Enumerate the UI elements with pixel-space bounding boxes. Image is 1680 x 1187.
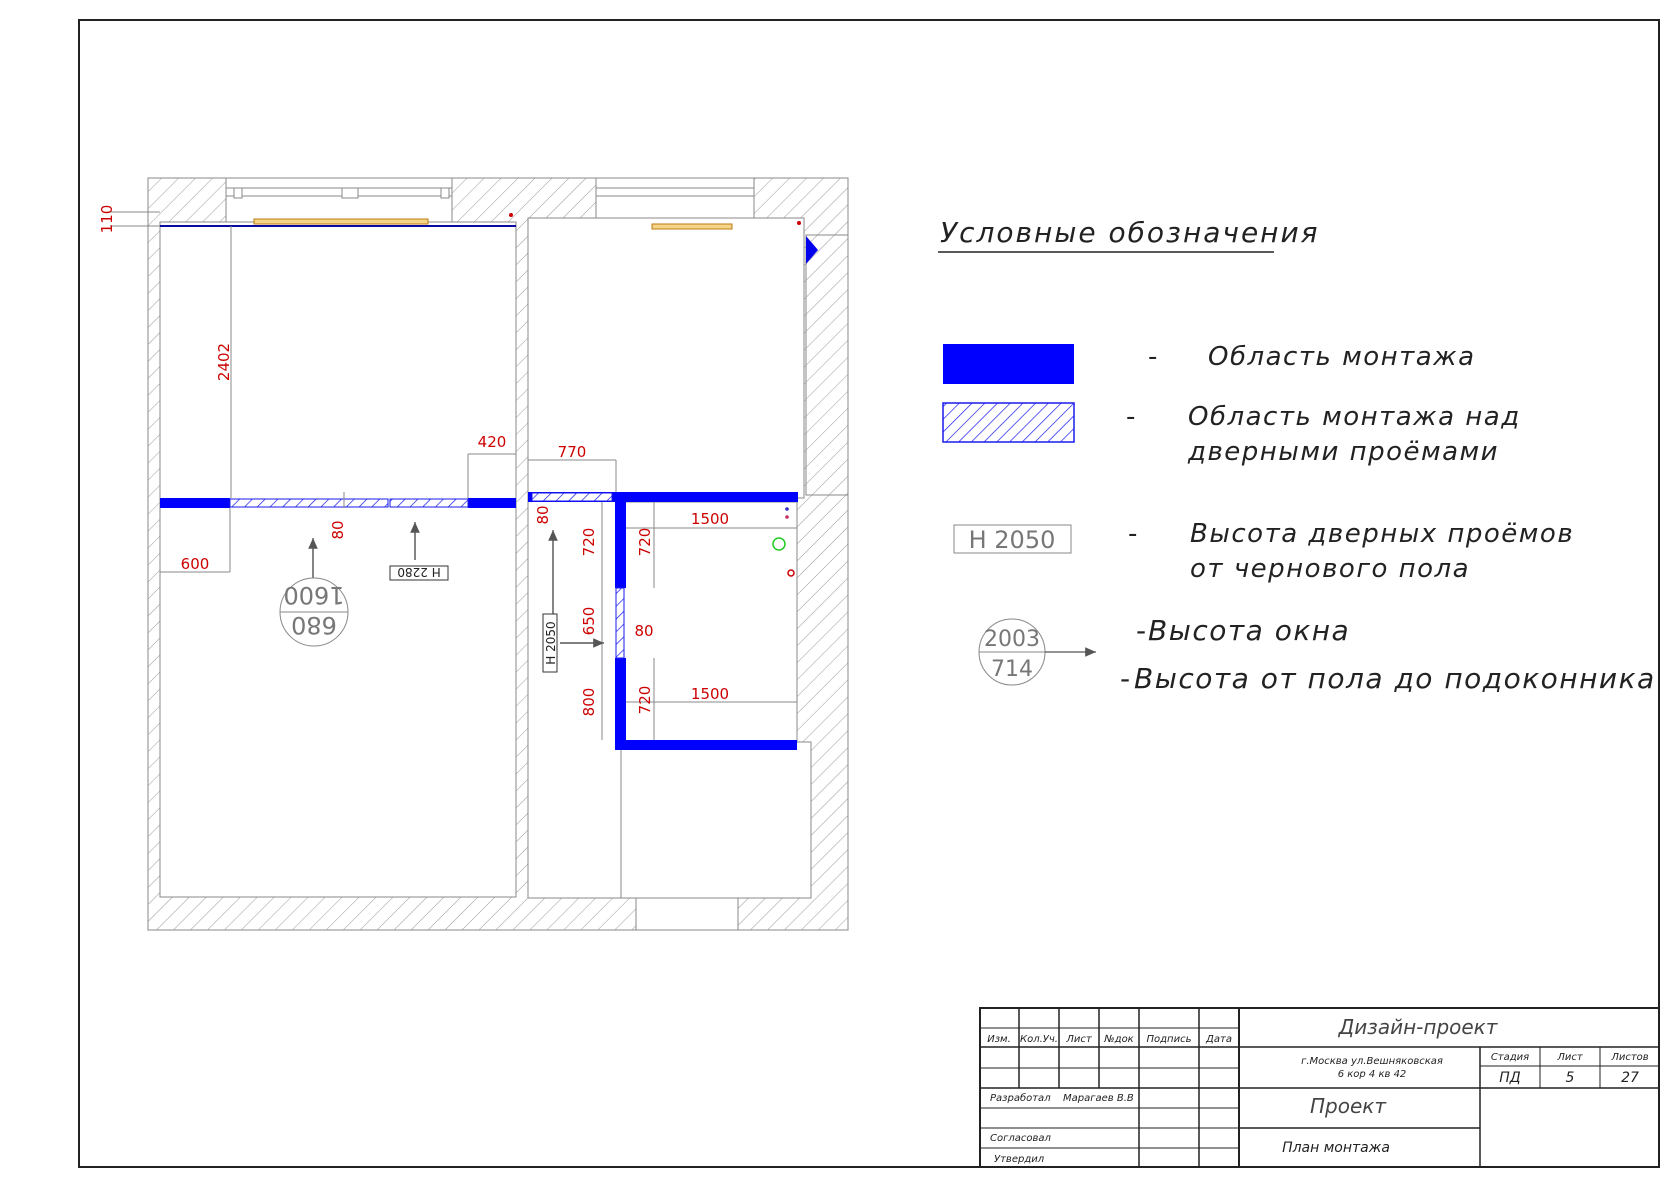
tb-developer-name: Марагаев В.В: [1063, 1093, 1134, 1104]
mount-area-solid: [615, 492, 626, 588]
legend-item-3-line1: Высота дверных проёмов: [1190, 519, 1575, 549]
fixture-dot: [785, 507, 789, 511]
entrance-opening: [636, 898, 738, 930]
tb-sheets-value: 27: [1621, 1070, 1639, 1086]
tb-address-line1: г.Москва ул.Вешняковская: [1301, 1056, 1443, 1067]
tb-confirmed-label: Утвердил: [994, 1154, 1045, 1165]
dim-720-a: 720: [580, 527, 598, 557]
mount-area-door: [230, 499, 388, 507]
legend-dash-5: -: [1120, 662, 1131, 695]
tb-col-kol: Кол.Уч.: [1020, 1034, 1058, 1045]
dim-770: 770: [557, 443, 587, 461]
tb-stage-label: Стадия: [1490, 1052, 1530, 1063]
mount-area-solid: [612, 492, 798, 502]
legend-window-bottom: 714: [991, 657, 1033, 682]
marker-dot: [509, 213, 513, 217]
marker-dot: [797, 221, 801, 225]
tb-col-izm: Изм.: [987, 1034, 1011, 1045]
window-left: [226, 178, 452, 222]
tb-col-data: Дата: [1206, 1034, 1232, 1045]
legend-dash-4: -: [1136, 614, 1147, 647]
door-label-2280: [390, 565, 448, 580]
mount-area-door: [390, 499, 468, 507]
dim-420: 420: [477, 433, 507, 451]
legend-dash-2: -: [1126, 402, 1136, 432]
door-label-2280-text: Н 2280: [397, 565, 441, 579]
legend-solid-swatch: [943, 344, 1074, 384]
legend-item-2-line2: дверными проёмами: [1188, 437, 1500, 467]
legend-door-sample: Н 2050: [968, 526, 1056, 554]
right-wall-opening: [806, 235, 848, 495]
mount-area-solid: [468, 498, 516, 508]
fixture-dot: [785, 515, 789, 519]
legend: [938, 216, 1656, 695]
tb-address-line2: 6 кор 4 кв 42: [1337, 1069, 1407, 1080]
legend-hatch-swatch: [943, 403, 1074, 442]
tb-col-ndoc: №док: [1104, 1034, 1134, 1045]
tb-sheets-label: Листов: [1611, 1052, 1649, 1063]
dim-600: 600: [180, 555, 210, 573]
legend-dash-3: -: [1128, 519, 1138, 549]
dim-720-b: 720: [636, 527, 654, 557]
dim-1500-top: 1500: [690, 510, 730, 528]
room-hall: [621, 742, 811, 898]
tb-plan-label: План монтажа: [1282, 1140, 1390, 1156]
tb-approved-label: Согласовал: [990, 1133, 1051, 1144]
tb-col-list: Лист: [1066, 1034, 1092, 1045]
title-block-text: [987, 1015, 1649, 1165]
tb-col-podpis: Подпись: [1146, 1034, 1192, 1045]
legend-item-3-line2: от чернового пола: [1190, 554, 1471, 584]
mount-area-solid: [160, 498, 230, 508]
legend-window-sample: [979, 619, 1096, 685]
radiator-right: [652, 224, 732, 229]
window-height-bottom: 1600: [283, 581, 345, 609]
dim-80-mid: 80: [329, 520, 347, 540]
radiator-left: [254, 219, 428, 224]
door-label-2050: [543, 614, 558, 672]
tb-project-label: Проект: [1309, 1094, 1387, 1118]
door-label-2050-text: Н 2050: [544, 621, 558, 665]
legend-item-2-line1: Область монтажа над: [1188, 402, 1521, 432]
dim-800: 800: [580, 687, 598, 717]
mount-area-solid: [615, 740, 797, 750]
dim-80-left: 80: [534, 505, 552, 525]
mount-area-door: [532, 493, 612, 501]
tb-sheet-value: 5: [1565, 1070, 1575, 1086]
tb-developed-label: Разработал: [990, 1093, 1051, 1104]
tb-title: Дизайн-проект: [1338, 1015, 1498, 1039]
mount-area-solid: [615, 658, 626, 750]
room-left: [160, 222, 516, 897]
legend-item-1: Область монтажа: [1208, 342, 1476, 372]
dim-2402: 2402: [215, 342, 233, 382]
dim-110: 110: [98, 204, 116, 234]
floor-plan: [98, 178, 848, 930]
legend-item-4-line2: Высота от пола до подоконника: [1134, 662, 1656, 695]
legend-title: Условные обозначения: [940, 216, 1320, 249]
tb-sheet-label: Лист: [1557, 1052, 1583, 1063]
window-right: [596, 178, 754, 218]
dim-650: 650: [580, 606, 598, 636]
mount-area-door: [616, 588, 624, 658]
window-height-top: 680: [291, 611, 337, 639]
legend-dash-1: -: [1148, 342, 1158, 372]
dim-720-c: 720: [636, 685, 654, 715]
window-height-marker: [280, 578, 348, 646]
legend-item-4-line1: Высота окна: [1148, 614, 1351, 647]
dim-1500-bottom: 1500: [690, 685, 730, 703]
tb-stage-value: ПД: [1499, 1070, 1521, 1086]
room-corridor: [528, 498, 621, 898]
legend-window-top: 2003: [984, 627, 1040, 652]
dim-80-right: 80: [634, 622, 654, 640]
